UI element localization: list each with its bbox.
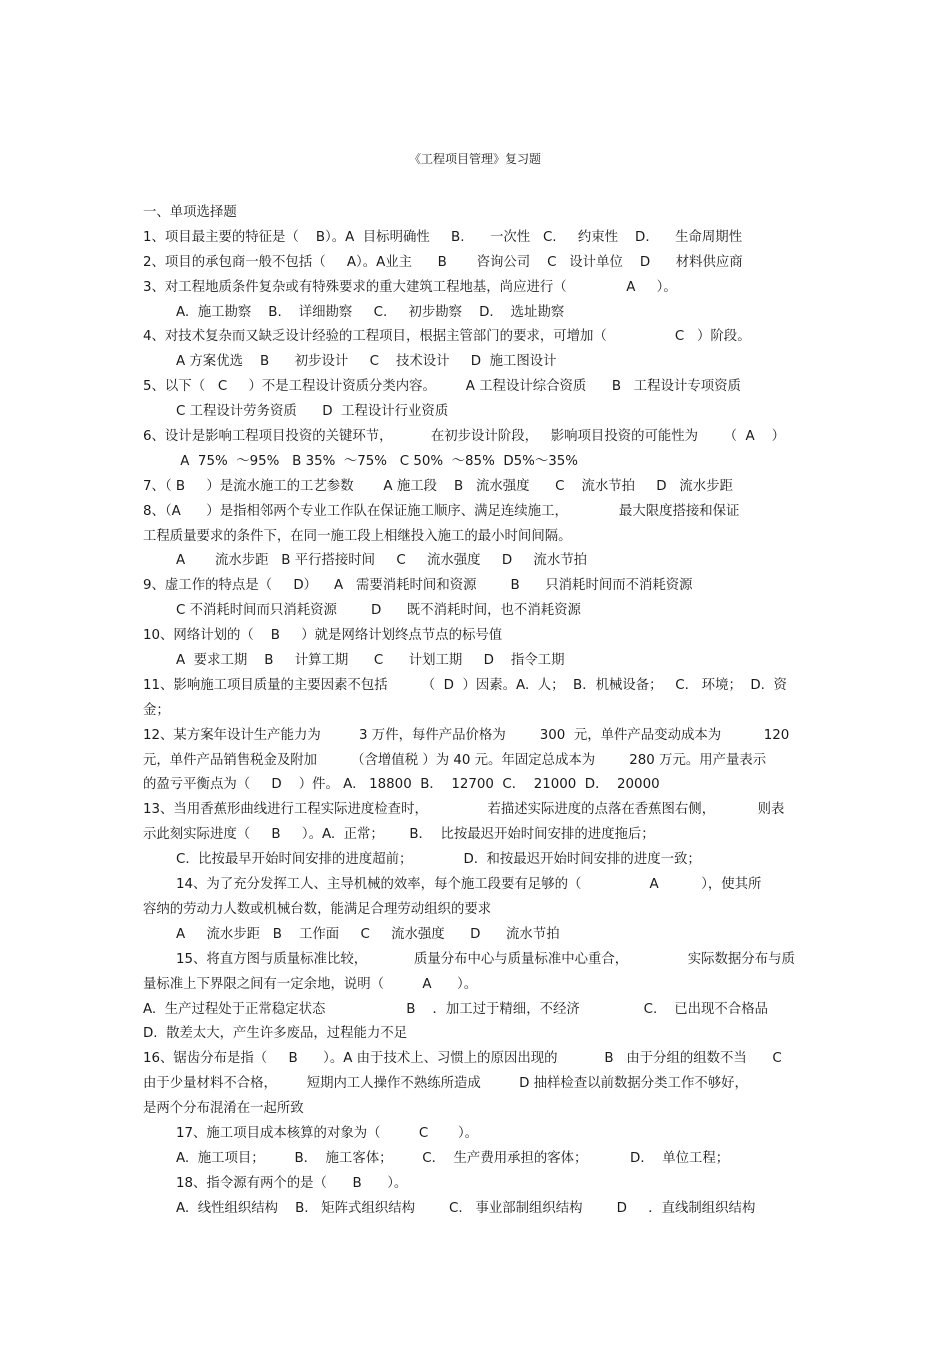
text-line: 4、对技术复杂而又缺乏设计经验的工程项目，根据主管部门的要求，可增加（ C ）阶段。 [143, 329, 751, 345]
text-line: 15、将直方图与质量标准比较， 质量分布中心与质量标准中心重合， 实际数据分布与质 [176, 951, 795, 967]
text-line: 3、对工程地质条件复杂或有特殊要求的重大建筑工程地基，尚应进行（ A ）。 [143, 279, 677, 295]
text-line: A 流水步距 B 工作面 C 流水强度 D 流水节拍 [176, 926, 560, 942]
text-line: A 75% ～95% B 35% ～75% C 50% ～85% D5%～35% [176, 453, 579, 469]
text-line: 一、单项选择题 [143, 205, 237, 220]
text-line: 金； [143, 702, 170, 718]
text-line: 10、网络计划的（ B ）就是网络计划终点节点的标号值 [143, 628, 503, 644]
text-line: 5、以下（ C ）不是工程设计资质分类内容。 A 工程设计综合资质 B 工程设计专项资质 [143, 379, 741, 395]
text-line: 1、项目最主要的特征是（ B）。A 目标明确性 B. 一次性 C. 约束性 D. 生命周期性 [143, 229, 743, 245]
text-line: 11、影响施工项目质量的主要因素不包括 （ D ）因素。A. 人； B．机械设备； C. 环境； D. 资 [143, 677, 787, 693]
text-line: 16、锯齿分布是指（ B ）。A 由于技术上、习惯上的原因出现的 B 由于分组的组数不当 C [143, 1051, 782, 1067]
text-line: 6、设计是影响工程项目投资的关键环节， 在初步设计阶段， 影响项目投资的可能性为 （ A ） [143, 429, 786, 445]
text-line: C. 比按最早开始时间安排的进度超前； D. 和按最迟开始时间安排的进度一致； [176, 852, 701, 868]
text-line: 是两个分布混淆在一起所致 [143, 1101, 304, 1117]
text-line: A. 施工勘察 B. 详细勘察 C. 初步勘察 D. 选址勘察 [176, 304, 565, 320]
text-line: 示此刻实际进度（ B ）。A. 正常； B． 比按最迟开始时间安排的进度拖后； [143, 827, 655, 843]
text-line: A 流水步距 B 平行搭接时间 C 流水强度 D 流水节拍 [176, 553, 587, 569]
text-line: 2、项目的承包商一般不包括（ A）。A业主 B 咨询公司 C 设计单位 D 材料供应商 [143, 254, 743, 270]
text-line: 的盈亏平衡点为（ D ）件。 A. 18800 B． 12700 C． 21000 D． 20000 [143, 777, 660, 793]
text-line: C 工程设计劳务资质 D 工程设计行业资质 [176, 404, 449, 420]
text-line: 8、（A ）是指相邻两个专业工作队在保证施工顺序、满足连续施工， 最大限度搭接和保证 [143, 503, 740, 519]
text-line: 13、当用香蕉形曲线进行工程实际进度检查时， 若描述实际进度的点落在香蕉图右侧， 则表 [143, 802, 785, 818]
text-line: 14、为了充分发挥工人、主导机械的效率，每个施工段要有足够的（ A ），使其所 [176, 877, 762, 893]
text-line: C 不消耗时间而只消耗资源 D 既不消耗时间，也不消耗资源 [176, 603, 581, 619]
text-line: 容纳的劳动力人数或机械台数，能满足合理劳动组织的要求 [143, 901, 492, 917]
text-line: A. 施工项目； B． 施工客体； C． 生产费用承担的客体； D． 单位工程； [176, 1150, 730, 1166]
text-line: 元，单件产品销售税金及附加 （含增值税 ）为 40 元。年固定总成本为 280 万元。用产量表示 [143, 752, 767, 768]
document-title: 《工程项目管理》复习题 [408, 152, 541, 166]
text-line: 由于少量材料不合格， 短期内工人操作不熟练所造成 D 抽样检查以前数据分类工作不够好， [143, 1076, 748, 1092]
text-line: 9、虚工作的特点是（ D） A 需要消耗时间和资源 B 只消耗时间而不消耗资源 [143, 578, 693, 594]
text-line: 17、施工项目成本核算的对象为（ C ）。 [176, 1125, 479, 1141]
text-line: 12、某方案年设计生产能力为 3 万件，每件产品价格为 300 元，单件产品变动成本为 120 [143, 727, 790, 743]
text-line: 7、（ B ）是流水施工的工艺参数 A 施工段 B 流水强度 C 流水节拍 D 流水步距 [143, 478, 733, 494]
text-line: 18、指令源有两个的是（ B ）。 [176, 1175, 408, 1191]
text-line: 量标准上下界限之间有一定余地，说明（ A ）。 [143, 976, 478, 992]
text-line: A. 生产过程处于正常稳定状态 B ．加工过于精细，不经济 C. 已出现不合格品 [143, 1001, 768, 1017]
text-line: A. 线性组织结构 B. 矩阵式组织结构 C. 事业部制组织结构 D ．直线制组织结构 [176, 1200, 756, 1216]
text-line: 工程质量要求的条件下，在同一施工段上相继投入施工的最小时间间隔。 [143, 528, 572, 544]
question-list [143, 201, 813, 1222]
text-line: A 要求工期 B 计算工期 C 计划工期 D 指令工期 [176, 653, 565, 669]
text-line: D. 散差太大，产生许多废品，过程能力不足 [143, 1026, 408, 1042]
text-line: A 方案优选 B 初步设计 C 技术设计 D 施工图设计 [176, 354, 557, 370]
